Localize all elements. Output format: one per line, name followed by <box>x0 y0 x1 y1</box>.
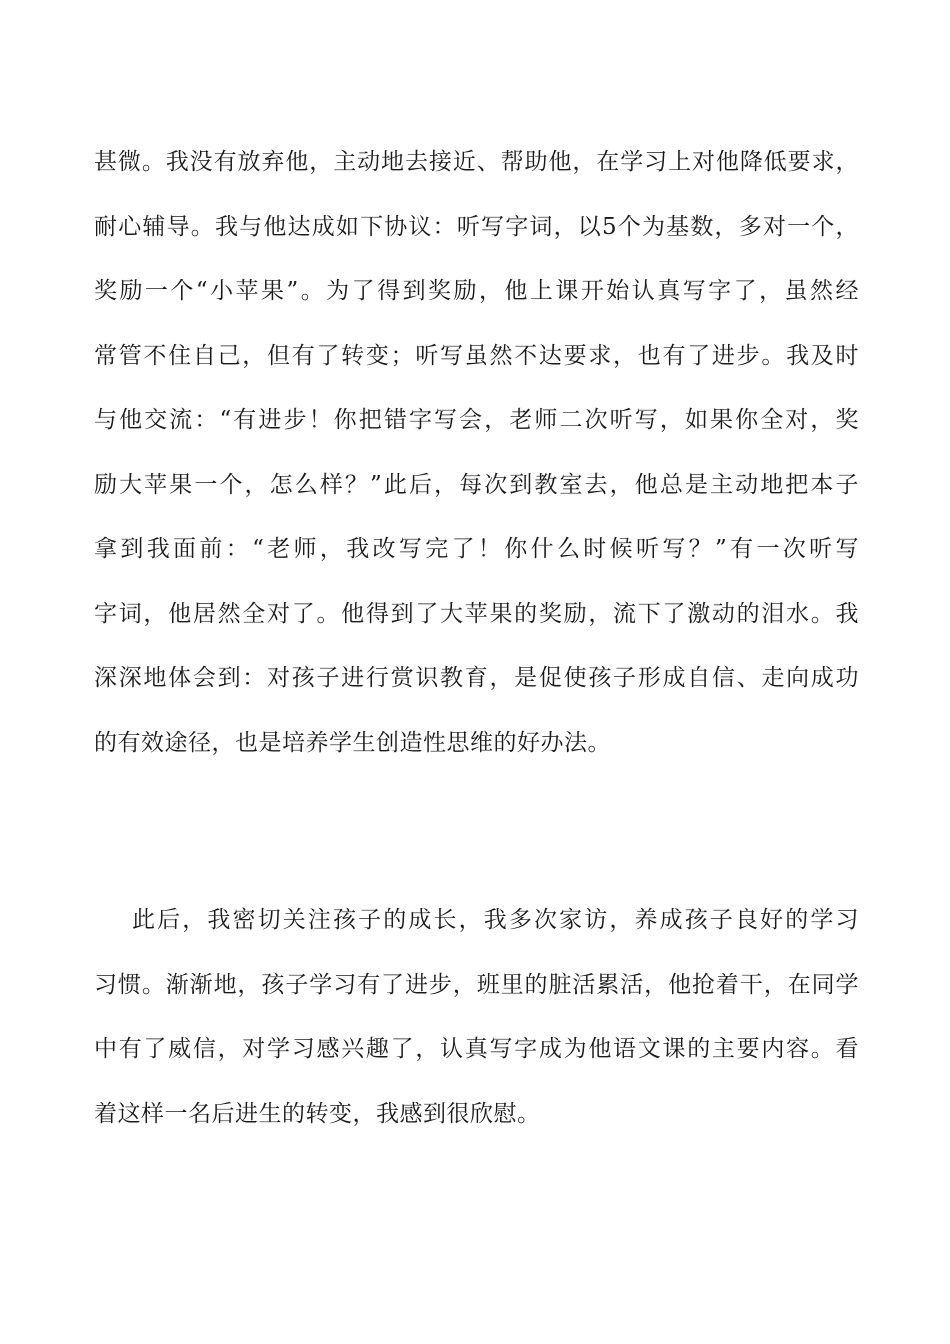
paragraph-1 <box>94 130 859 775</box>
text-line: 甚微。我没有放弃他，主动地去接近、帮助他，在学习上对他降低要求， <box>94 149 859 175</box>
text-line: 耐心辅导。我与他达成如下协议：听写字词，以5个为基数，多对一个， <box>94 213 859 240</box>
text-line: 中有了威信，对学习感兴趣了，认真写字成为他语文课的主要内容。看 <box>94 1036 859 1062</box>
text-line: 着这样一名后进生的转变，我感到很欣慰。 <box>94 1100 541 1127</box>
text-line: 习惯。渐渐地，孩子学习有了进步，班里的脏活累活，他抢着干，在同学 <box>94 971 859 998</box>
text-line: 此后，我密切关注孩子的成长，我多次家访，养成孩子良好的学习 <box>132 907 859 933</box>
text-line: 的有效途径，也是培养学生创造性思维的好办法。 <box>94 729 611 756</box>
text-line: 与他交流：“有进步！你把错字写会，老师二次听写，如果你全对，奖 <box>94 407 859 433</box>
text-line: 拿到我面前：“老师，我改写完了！你什么时候听写？”有一次听写 <box>94 536 859 562</box>
text-line: 奖励一个“小苹果”。为了得到奖励，他上课开始认真写字了，虽然经 <box>94 278 859 304</box>
text-line: 励大苹果一个，怎么样？”此后，每次到教室去，他总是主动地把本子 <box>94 471 859 498</box>
text-line: 深深地体会到：对孩子进行赏识教育，是促使孩子形成自信、走向成功 <box>94 665 859 691</box>
paragraph-2 <box>94 888 859 1146</box>
text-line: 字词，他居然全对了。他得到了大苹果的奖励，流下了激动的泪水。我 <box>94 600 859 627</box>
text-line: 常管不住自己，但有了转变；听写虽然不达要求，也有了进步。我及时 <box>94 342 859 369</box>
